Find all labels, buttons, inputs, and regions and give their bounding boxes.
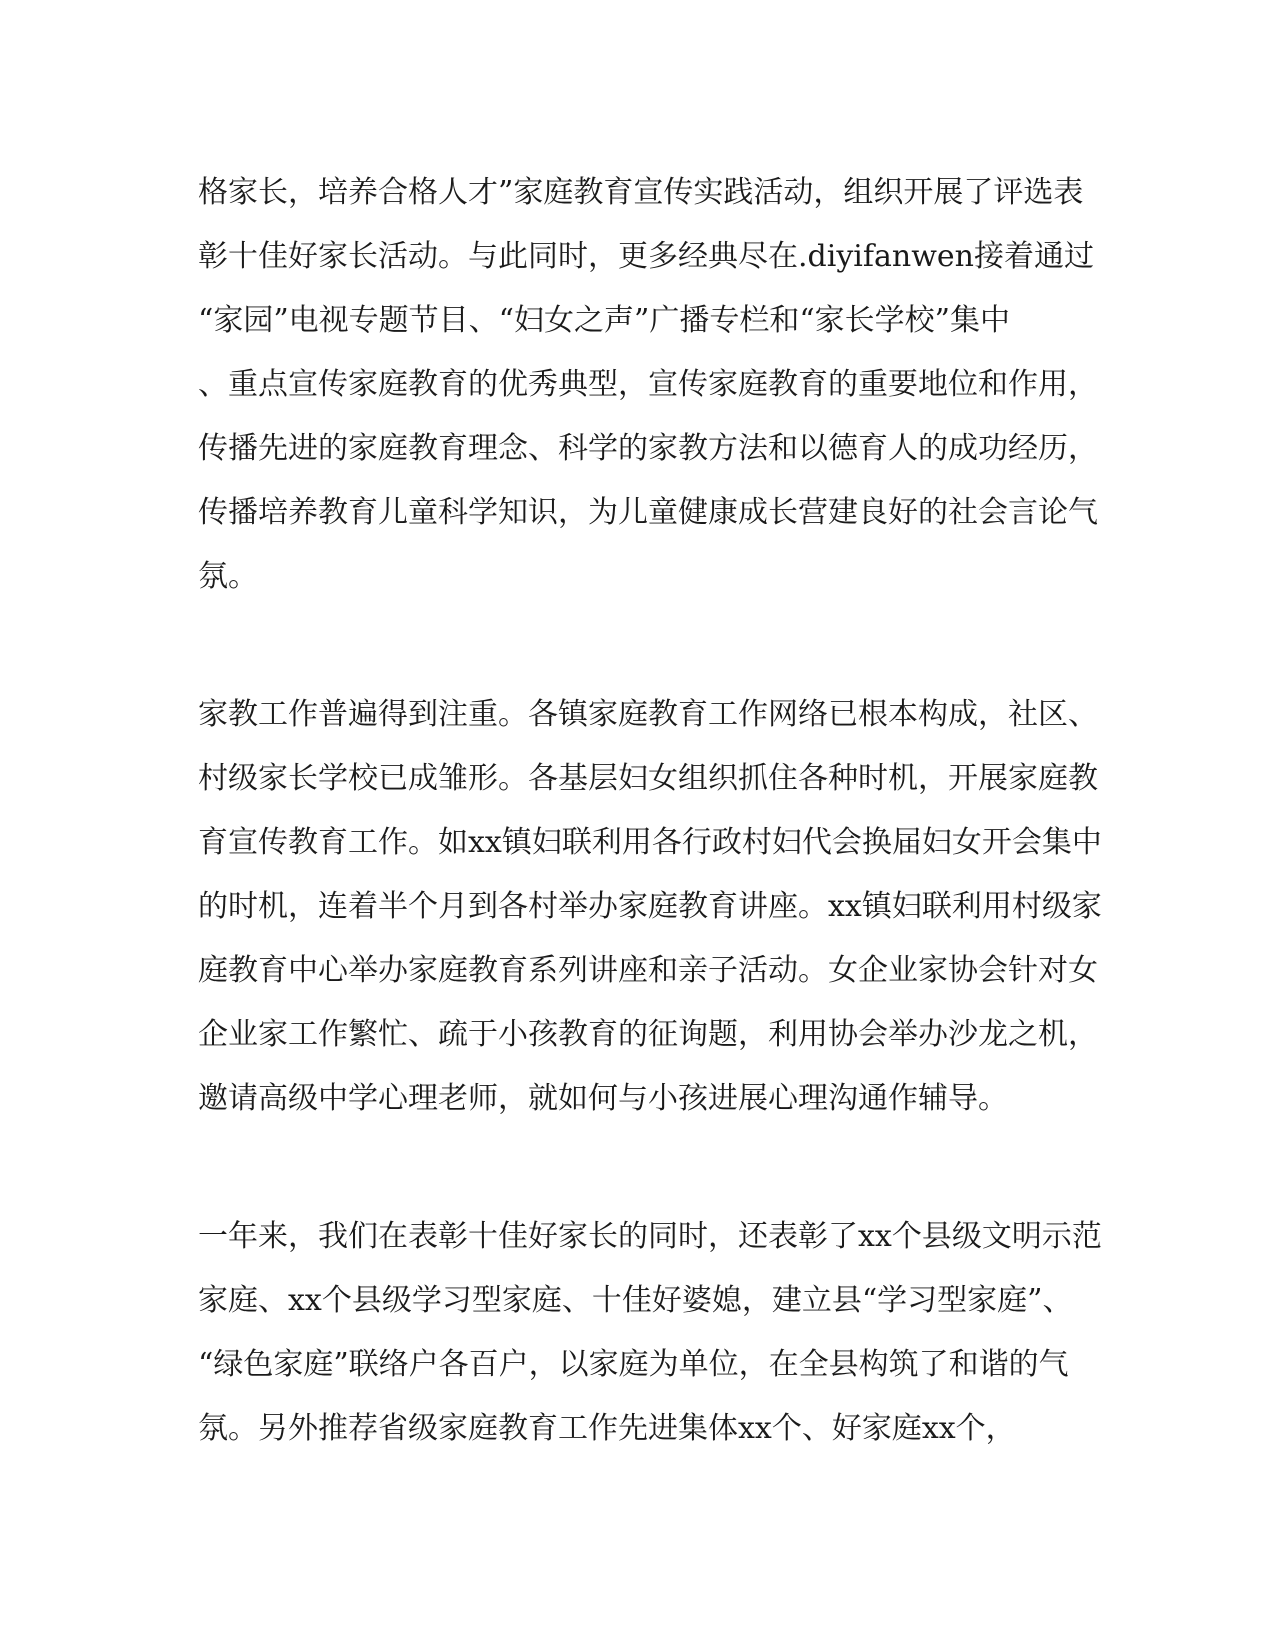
text-line: 企业家工作繁忙、疏于小孩教育的征询题，利用协会举办沙龙之机， (198, 1017, 1098, 1052)
text-line: 的时机，连着半个月到各村举办家庭教育讲座。xx镇妇联利用村级家 (198, 889, 1102, 924)
text-line: “绿色家庭”联络户各百户，以家庭为单位，在全县构筑了和谐的气 (198, 1347, 1069, 1382)
text-line: 一年来，我们在表彰十佳好家长的同时，还表彰了xx个县级文明示范 (198, 1219, 1102, 1254)
text-line: 格家长，培养合格人才”家庭教育宣传实践活动，组织开展了评选表 (198, 175, 1084, 210)
text-line: 育宣传教育工作。如xx镇妇联利用各行政村妇代会换届妇女开会集中 (198, 825, 1102, 860)
text-line: 传播先进的家庭教育理念、科学的家教方法和以德育人的成功经历， (198, 431, 1098, 466)
paragraph-annual-commendations (198, 1205, 1102, 1461)
text-line: 家庭、xx个县级学习型家庭、十佳好婆媳，建立县“学习型家庭”、 (198, 1283, 1073, 1318)
text-line: 、重点宣传家庭教育的优秀典型，宣传家庭教育的重要地位和作用， (198, 367, 1098, 402)
text-line: 传播培养教育儿童科学知识，为儿童健康成长营建良好的社会言论气 (198, 495, 1098, 530)
paragraph-family-education-publicity (198, 161, 1098, 609)
text-line: 氛。另外推荐省级家庭教育工作先进集体xx个、好家庭xx个， (198, 1411, 1016, 1446)
text-line: 彰十佳好家长活动。与此同时，更多经典尽在.diyifanwen接着通过 (198, 239, 1094, 274)
text-line: “家园”电视专题节目、“妇女之声”广播专栏和“家长学校”集中 (198, 303, 1011, 338)
paragraph-family-education-work (198, 683, 1102, 1131)
text-line: 村级家长学校已成雏形。各基层妇女组织抓住各种时机，开展家庭教 (198, 761, 1098, 796)
text-line: 邀请高级中学心理老师，就如何与小孩进展心理沟通作辅导。 (198, 1081, 1008, 1116)
text-line: 庭教育中心举办家庭教育系列讲座和亲子活动。女企业家协会针对女 (198, 953, 1098, 988)
text-line: 氛。 (198, 559, 258, 594)
text-line: 家教工作普遍得到注重。各镇家庭教育工作网络已根本构成，社区、 (198, 697, 1098, 732)
